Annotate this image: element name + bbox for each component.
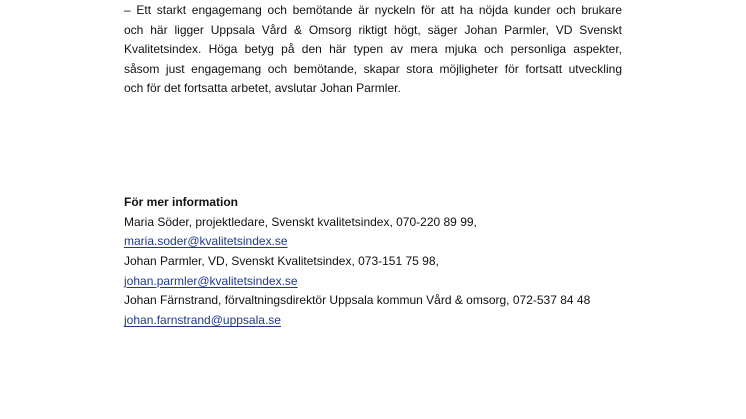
contact-section xyxy=(124,193,684,331)
quote-line: Kvalitetsindex. Höga betyg på den här typen av mera mjuka och personliga aspekter, xyxy=(124,42,622,57)
contact-heading: För mer information xyxy=(124,195,239,209)
contact-info-johan-parmler: Johan Parmler, VD, Svenskt Kvalitetsindex, 073-151 75 98, xyxy=(124,254,439,269)
quote-paragraph xyxy=(124,1,622,99)
contact-info-johan-farnstrand: Johan Färnstrand, förvaltningsdirektör Uppsala kommun Vård & omsorg, 072-537 84 48 xyxy=(124,293,591,308)
quote-line: såsom just engagemang och bemötande, skapar stora möjligheter för fortsatt utveckling xyxy=(124,61,622,76)
contact-info-maria: Maria Söder, projektledare, Svenskt kvalitetsindex, 070-220 89 99, xyxy=(124,214,477,229)
email-link-johan-parmler[interactable]: johan.parmler@kvalitetsindex.se xyxy=(124,273,298,288)
email-link-maria[interactable]: maria.soder@kvalitetsindex.se xyxy=(124,234,288,249)
quote-line: och för det fortsatta arbetet, avslutar Johan Parmler. xyxy=(124,81,401,96)
quote-line: – Ett starkt engagemang och bemötande är nyckeln för att ha nöjda kunder och brukare xyxy=(124,3,622,17)
email-link-johan-farnstrand[interactable]: johan.farnstrand@uppsala.se xyxy=(124,313,281,328)
quote-line: och här ligger Uppsala Vård & Omsorg riktigt högt, säger Johan Parmler, VD Svenskt xyxy=(124,22,622,37)
